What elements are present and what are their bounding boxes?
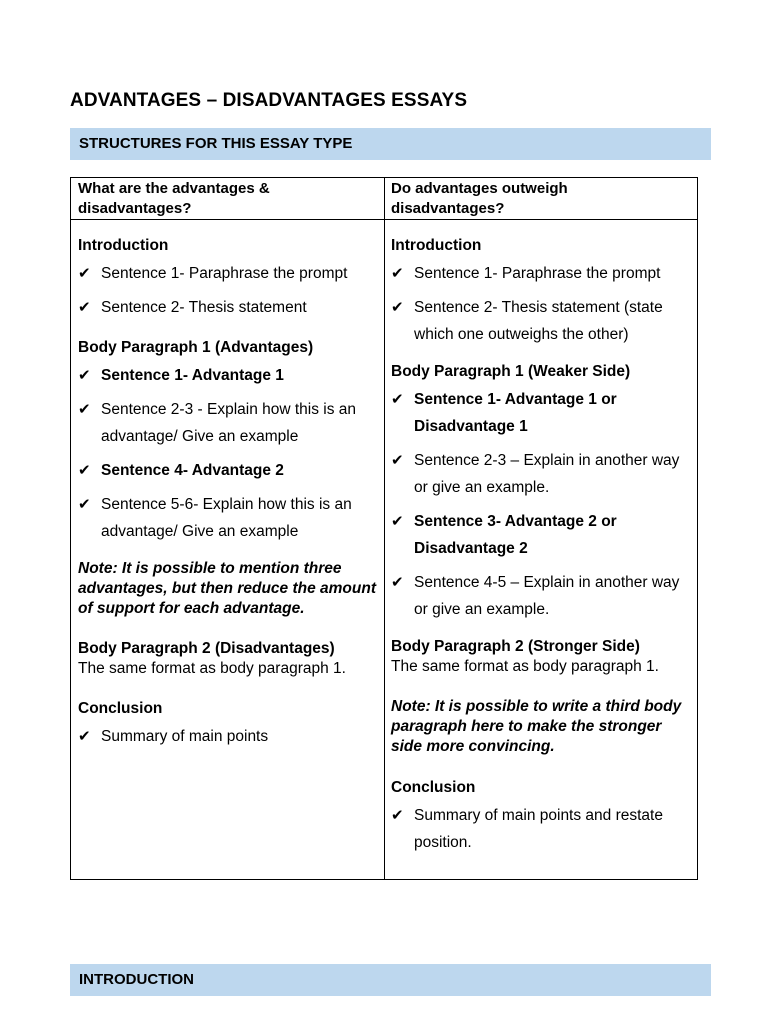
- right-body1-item-2: ✔ Sentence 2-3 – Explain in another way or give an example.: [391, 447, 691, 501]
- left-body1-item-2: ✔ Sentence 2-3 - Explain how this is an advantage/ Give an example: [78, 396, 378, 450]
- left-intro-heading: Introduction: [78, 237, 169, 254]
- check-icon: ✔: [78, 462, 91, 479]
- check-icon: ✔: [391, 807, 404, 824]
- left-column: [78, 236, 378, 757]
- check-icon: ✔: [78, 299, 91, 316]
- right-intro-heading: Introduction: [391, 237, 482, 254]
- right-body1-item-4: ✔ Sentence 4-5 – Explain in another way or give an example.: [391, 569, 691, 623]
- section-band-label: INTRODUCTION: [79, 971, 194, 988]
- left-note: Note: It is possible to mention three advantages, but then reduce the amount of support for each advantage.: [78, 560, 376, 617]
- left-intro-item-2: ✔ Sentence 2- Thesis statement: [78, 294, 378, 321]
- right-body1-heading: Body Paragraph 1 (Weaker Side): [391, 363, 631, 380]
- check-icon: ✔: [78, 367, 91, 384]
- check-icon: ✔: [78, 265, 91, 282]
- right-body2-heading: Body Paragraph 2 (Stronger Side): [391, 638, 640, 655]
- section-band-structures: [70, 128, 711, 160]
- right-intro-item-1: ✔ Sentence 1- Paraphrase the prompt: [391, 260, 691, 287]
- right-body1-item-3: ✔ Sentence 3- Advantage 2 or Disadvantage 2: [391, 508, 691, 562]
- left-conclusion-heading: Conclusion: [78, 700, 163, 717]
- check-icon: ✔: [391, 513, 404, 530]
- right-column-header: Do advantages outweigh disadvantages?: [391, 180, 568, 217]
- left-body1-item-1: ✔ Sentence 1- Advantage 1: [78, 362, 378, 389]
- left-intro-item-1: ✔ Sentence 1- Paraphrase the prompt: [78, 260, 378, 287]
- right-note: Note: It is possible to write a third body paragraph here to make the stronger side more convincing.: [391, 698, 682, 755]
- check-icon: ✔: [78, 728, 91, 745]
- check-icon: ✔: [391, 574, 404, 591]
- right-body2-text: The same format as body paragraph 1.: [391, 658, 659, 675]
- left-body1-heading: Body Paragraph 1 (Advantages): [78, 339, 314, 356]
- right-body1-item-1: ✔ Sentence 1- Advantage 1 or Disadvantage 1: [391, 386, 691, 440]
- right-intro-item-2: ✔ Sentence 2- Thesis statement (state which one outweighs the other): [391, 294, 691, 348]
- check-icon: ✔: [78, 401, 91, 418]
- check-icon: ✔: [391, 299, 404, 316]
- column-divider: [384, 178, 385, 879]
- structures-table: [70, 177, 698, 880]
- page-title: ADVANTAGES – DISADVANTAGES ESSAYS: [70, 90, 468, 111]
- left-body2-heading: Body Paragraph 2 (Disadvantages): [78, 640, 335, 657]
- check-icon: ✔: [391, 391, 404, 408]
- right-conclusion-item-1: ✔ Summary of main points and restate position.: [391, 802, 691, 856]
- left-conclusion-item-1: ✔ Summary of main points: [78, 723, 378, 750]
- left-body1-item-4: ✔ Sentence 5-6- Explain how this is an advantage/ Give an example: [78, 491, 378, 545]
- section-band-introduction: [70, 964, 711, 996]
- check-icon: ✔: [78, 496, 91, 513]
- check-icon: ✔: [391, 265, 404, 282]
- header-divider: [71, 219, 697, 220]
- left-body2-text: The same format as body paragraph 1.: [78, 660, 346, 677]
- right-conclusion-heading: Conclusion: [391, 779, 476, 796]
- left-body1-item-3: ✔ Sentence 4- Advantage 2: [78, 457, 378, 484]
- left-column-header: What are the advantages & disadvantages?: [78, 180, 270, 217]
- check-icon: ✔: [391, 452, 404, 469]
- right-column: [391, 236, 691, 863]
- section-band-label: STRUCTURES FOR THIS ESSAY TYPE: [79, 135, 353, 152]
